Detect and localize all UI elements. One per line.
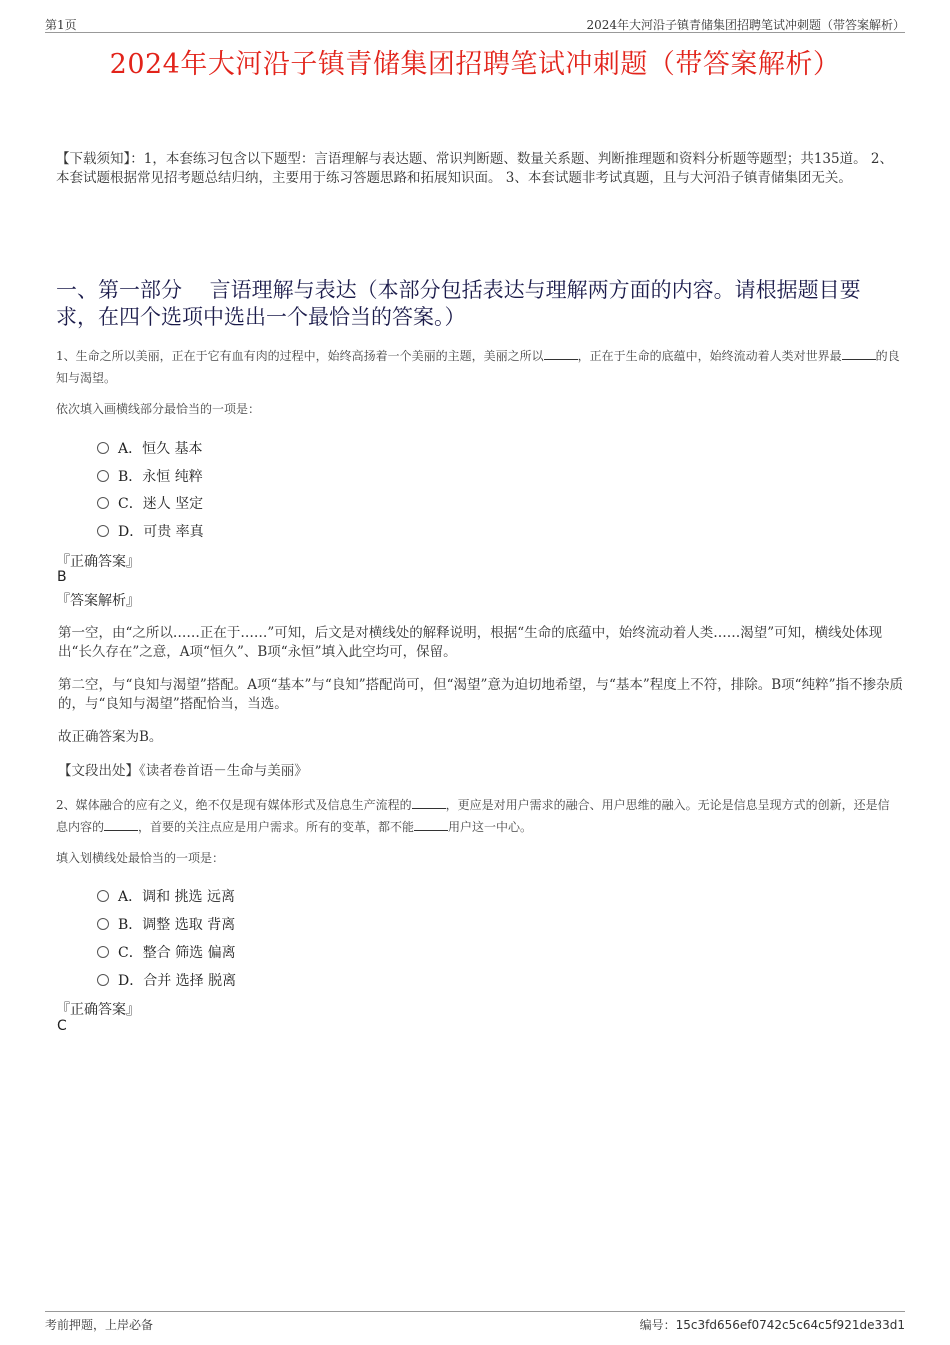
- question-2-stem: [56, 794, 901, 838]
- document-title: 2024年大河沿子镇青储集团招聘笔试冲刺题（带答案解析）: [109, 49, 841, 80]
- header-doc-title: 2024年大河沿子镇青储集团招聘笔试冲刺题（带答案解析）: [586, 18, 905, 32]
- footer-doc-code: 编号：15c3fd656ef0742c5c64c5f921de33d1: [639, 1318, 905, 1332]
- q2-option-d[interactable]: D．合并 选择 脱离: [97, 970, 236, 990]
- q2-option-a[interactable]: A．调和 挑选 远离: [97, 886, 235, 906]
- footer-slogan: 考前押题，上岸必备: [45, 1318, 154, 1332]
- q2-option-c[interactable]: C．整合 筛选 偏离: [97, 942, 236, 962]
- q2-stem-part: 2、媒体融合的应有之义，绝不仅是现有媒体形式及信息生产流程的: [56, 798, 412, 812]
- fill-blank: [104, 818, 138, 831]
- download-notice: 【下载须知】：1，本套练习包含以下题型：言语理解与表达题、常识判断题、数量关系题、判断推理题和资料分析题等题型；共135道。 2、本套试题根据常见招考题总结归纳，主要用于练习答题思路和拓展知识面。 3、本套试题非考试真题，且与大河沿子镇青储集团无关。: [56, 151, 893, 186]
- q2-stem-part: ，更应是对用户需求的融合、用户思维的融入。无论是信息呈现方式的创新，还是信息内容的: [56, 798, 890, 834]
- q1-analysis-label: 『答案解析』: [56, 593, 140, 609]
- q2-stem-part: 用户这一中心。: [448, 820, 533, 834]
- q1-stem-part: ，正在于生命的底蕴中，始终流动着人类对世界最: [577, 349, 842, 363]
- fill-blank: [842, 347, 876, 360]
- fill-blank: [412, 796, 446, 809]
- fill-blank: [544, 347, 578, 360]
- q1-answer: B: [57, 569, 67, 585]
- q1-stem-part: 的良知与渴望。: [56, 349, 900, 385]
- q1-option-c[interactable]: C．迷人 坚定: [97, 493, 203, 513]
- radio-icon[interactable]: [97, 890, 109, 902]
- fill-blank: [414, 818, 448, 831]
- radio-icon[interactable]: [97, 525, 109, 537]
- radio-icon[interactable]: [97, 442, 109, 454]
- page-footer: [45, 1311, 905, 1332]
- q2-answer: C: [57, 1018, 67, 1034]
- q2-option-b[interactable]: B．调整 选取 背离: [97, 914, 235, 934]
- question-1-prompt: 依次填入画横线部分最恰当的一项是：: [56, 402, 261, 416]
- q1-option-b[interactable]: B．永恒 纯粹: [97, 466, 203, 486]
- q1-stem-part: 1、生命之所以美丽，正在于它有血有肉的过程中，始终高扬着一个美丽的主题，美丽之所以: [56, 349, 544, 363]
- radio-icon[interactable]: [97, 974, 109, 986]
- q1-analysis-paragraph-2: 第二空，与“良知与渴望”搭配。A项“基本”与“良知”搭配尚可，但“渴望”意为迫切地希望，与“基本”程度上不符，排除。B项“纯粹”指不掺杂质的，与“良知与渴望”搭配恰当，当选。: [58, 677, 903, 712]
- radio-icon[interactable]: [97, 918, 109, 930]
- q1-option-d[interactable]: D．可贵 率真: [97, 521, 204, 541]
- radio-icon[interactable]: [97, 497, 109, 509]
- radio-icon[interactable]: [97, 946, 109, 958]
- page-header: [45, 14, 905, 33]
- q1-source: 【文段出处】《读者卷首语－生命与美丽》: [58, 763, 308, 779]
- section-title: 一、第一部分 言语理解与表达（本部分包括表达与理解两方面的内容。请根据题目要求，在四个选项中选出一个最恰当的答案。）: [56, 278, 861, 329]
- q1-answer-label: 『正确答案』: [56, 554, 140, 570]
- page-number: 第1页: [45, 18, 77, 32]
- q2-answer-label: 『正确答案』: [56, 1002, 140, 1018]
- q1-analysis-conclusion: 故正确答案为B。: [58, 729, 163, 745]
- radio-icon[interactable]: [97, 470, 109, 482]
- question-2-prompt: 填入划横线处最恰当的一项是：: [56, 851, 225, 865]
- q2-stem-part: ，首要的关注点应是用户需求。所有的变革，都不能: [138, 820, 415, 834]
- q1-option-a[interactable]: A．恒久 基本: [97, 438, 203, 458]
- question-1-stem: [56, 345, 901, 389]
- q1-analysis-paragraph-1: 第一空，由“之所以……正在于……”可知，后文是对横线处的解释说明，根据“生命的底蕴中，始终流动着人类……渴望”可知，横线处体现出“长久存在”之意，A项“恒久”、B项“永恒”填入此空均可，保留。: [58, 625, 883, 660]
